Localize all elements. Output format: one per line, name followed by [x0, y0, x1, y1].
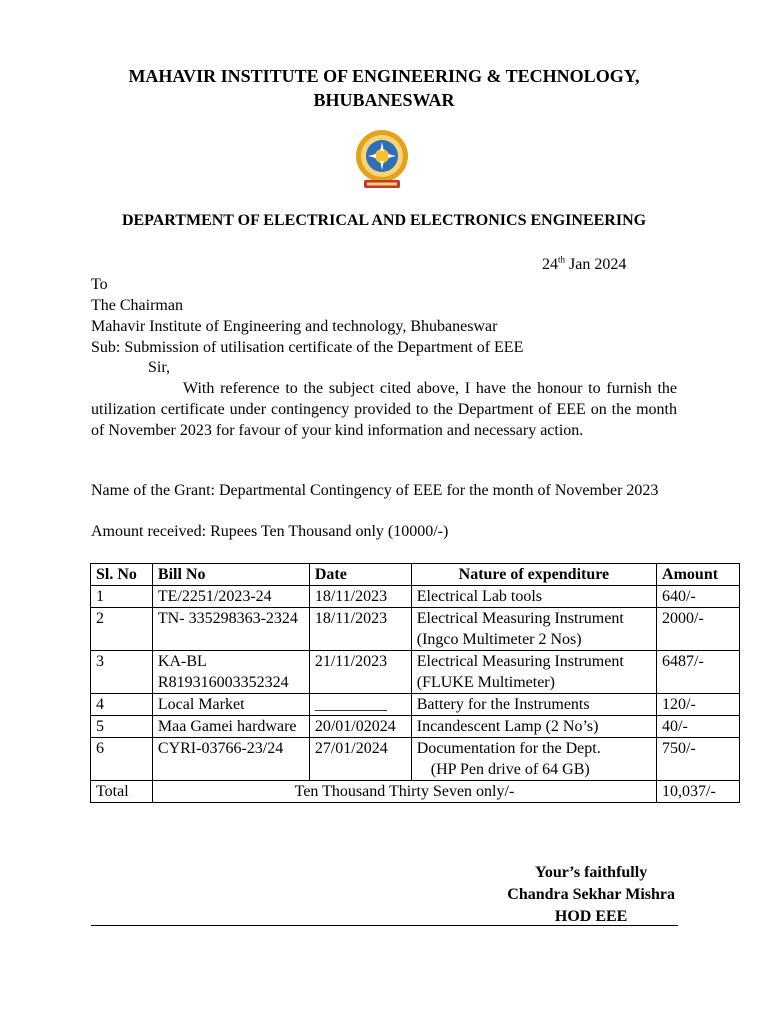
- cell-amount: 750/-: [657, 738, 740, 781]
- header-date: Date: [309, 564, 411, 586]
- cell-nature: Electrical Measuring Instrument (FLUKE Multimeter): [411, 651, 656, 694]
- cell-sl: 5: [91, 716, 153, 738]
- signature-block: [507, 862, 675, 928]
- cell-amount: 40/-: [657, 716, 740, 738]
- cell-date: 18/11/2023: [309, 608, 411, 651]
- cell-nature: [411, 738, 656, 781]
- table-row: [91, 651, 740, 694]
- cell-amount: 120/-: [657, 694, 740, 716]
- table-row: [91, 694, 740, 716]
- cell-nature-line1: Documentation for the Dept.: [416, 740, 601, 757]
- table-row: [91, 608, 740, 651]
- cell-amount: 6487/-: [657, 651, 740, 694]
- table-header-row: [91, 564, 740, 586]
- cell-date: 21/11/2023: [309, 651, 411, 694]
- grant-name: Name of the Grant: Departmental Contingency of EEE for the month of November 2023: [91, 482, 659, 499]
- cell-date: 27/01/2024: [309, 738, 411, 781]
- cell-nature: Electrical Lab tools: [411, 586, 656, 608]
- table-total-row: [91, 781, 740, 803]
- cell-sl: 4: [91, 694, 153, 716]
- header-bill-no: Bill No: [152, 564, 309, 586]
- institute-title-line1: MAHAVIR INSTITUTE OF ENGINEERING & TECHNOLOGY,: [128, 66, 640, 86]
- salutation: Sir,: [148, 359, 171, 376]
- total-amount: 10,037/-: [657, 781, 740, 803]
- cell-sl: 6: [91, 738, 153, 781]
- cell-amount: 640/-: [657, 586, 740, 608]
- cell-bill: TE/2251/2023-24: [152, 586, 309, 608]
- footer-divider: [91, 925, 678, 926]
- closing-line: Your’s faithfully: [535, 864, 648, 881]
- letter-body: With reference to the subject cited above, I have the honour to furnish the utilization certificate under contingency provided to the Department of EEE on the month of November 2023 for favour of your kind information and necessary action.: [91, 380, 677, 439]
- cell-nature: Battery for the Instruments: [411, 694, 656, 716]
- cell-date: 20/01/02024: [309, 716, 411, 738]
- institute-title: [40, 64, 728, 112]
- table-row: [91, 738, 740, 781]
- letter-date: 24th Jan 2024: [542, 254, 627, 273]
- signatory-designation: HOD EEE: [554, 908, 628, 925]
- cell-nature-line2: (HP Pen drive of 64 GB): [430, 761, 590, 778]
- to-line: To: [91, 276, 108, 293]
- expenditure-table: [90, 563, 740, 803]
- header-amount: Amount: [657, 564, 740, 586]
- cell-bill: KA-BL R819316003352324: [152, 651, 309, 694]
- cell-date: _________: [309, 694, 411, 716]
- header-nature: Nature of expenditure: [411, 564, 656, 586]
- amount-received: Amount received: Rupees Ten Thousand only (10000/-): [91, 523, 449, 540]
- institute-emblem-icon: [353, 128, 411, 192]
- cell-bill: CYRI-03766-23/24: [152, 738, 309, 781]
- cell-date: 18/11/2023: [309, 586, 411, 608]
- cell-sl: 3: [91, 651, 153, 694]
- recipient-org: Mahavir Institute of Engineering and technology, Bhubaneswar: [91, 318, 498, 335]
- table-row: [91, 586, 740, 608]
- institute-title-line2: BHUBANESWAR: [313, 90, 455, 110]
- cell-sl: 1: [91, 586, 153, 608]
- header-sl-no: Sl. No: [91, 564, 153, 586]
- total-label: Total: [91, 781, 153, 803]
- cell-bill: Maa Gamei hardware: [152, 716, 309, 738]
- subject-line: Sub: Submission of utilisation certificate of the Department of EEE: [91, 339, 524, 356]
- total-in-words: Ten Thousand Thirty Seven only/-: [152, 781, 656, 803]
- signatory-name: Chandra Sekhar Mishra: [507, 886, 675, 903]
- table-row: [91, 716, 740, 738]
- cell-bill: TN- 335298363-2324: [152, 608, 309, 651]
- cell-amount: 2000/-: [657, 608, 740, 651]
- cell-nature: Incandescent Lamp (2 No’s): [411, 716, 656, 738]
- recipient-title: The Chairman: [91, 297, 183, 314]
- department-heading: DEPARTMENT OF ELECTRICAL AND ELECTRONICS ENGINEERING: [121, 212, 647, 229]
- cell-nature: Electrical Measuring Instrument (Ingco Multimeter 2 Nos): [411, 608, 656, 651]
- cell-sl: 2: [91, 608, 153, 651]
- cell-bill: Local Market: [152, 694, 309, 716]
